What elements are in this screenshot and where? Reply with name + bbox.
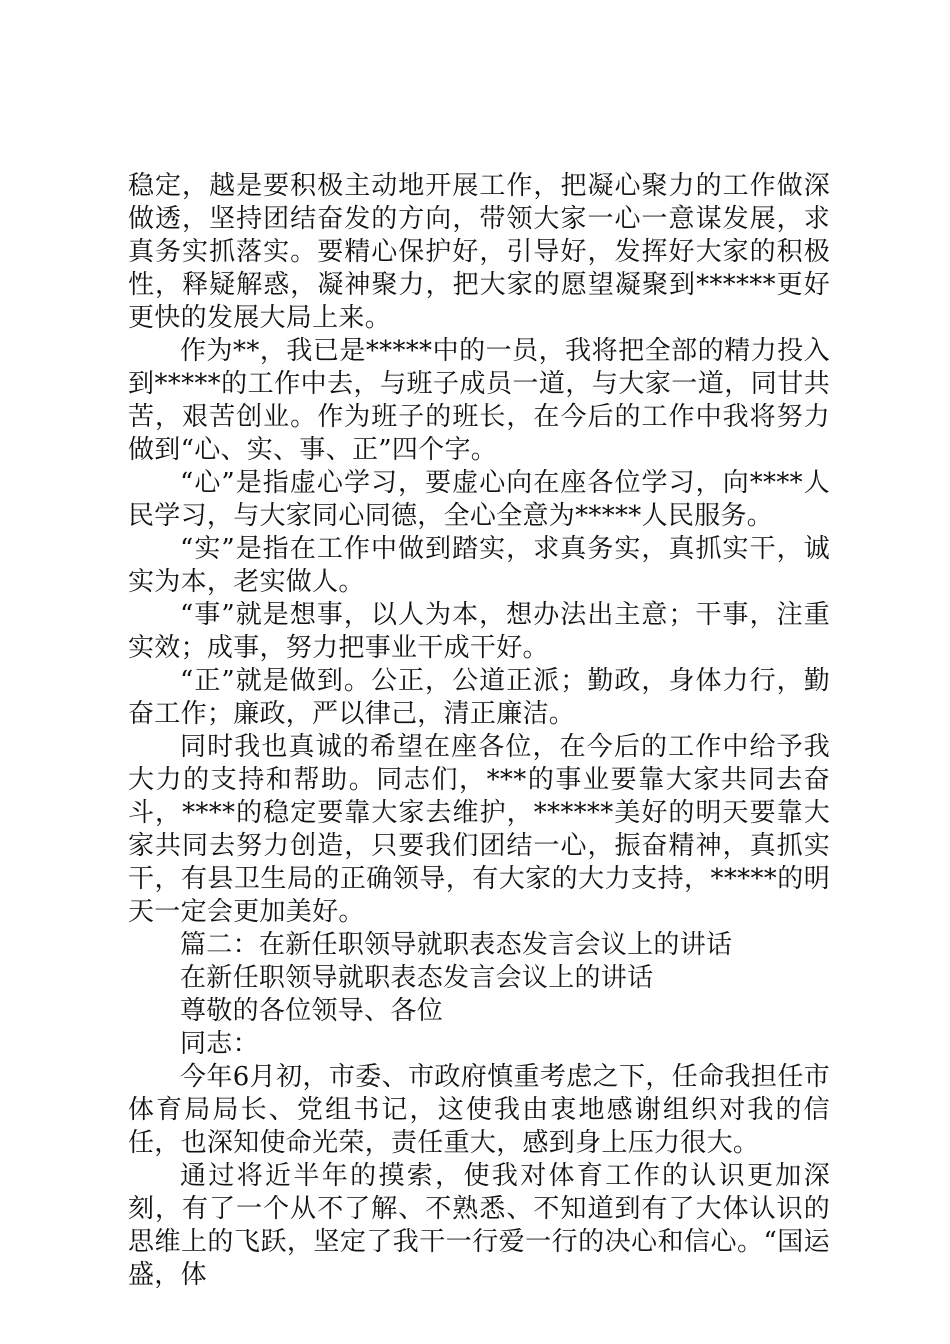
paragraph-shi-event: “事”就是想事，以人为本，想办法出主意；干事，注重实效；成事，努力把事业干成干好。 (128, 600, 830, 663)
document-body (128, 170, 830, 1292)
paragraph-1: 稳定，越是要积极主动地开展工作，把凝心聚力的工作做深做透，坚持团结奋发的方向，带领大家一心一意谋发展，求真务实抓落实。要精心保护好，引导好，发挥好大家的积极性，释疑解惑，凝神聚力，把大家的愿望凝聚到******更好更快的发展大局上来。 (128, 171, 830, 333)
salutation-line-2: 同志： (180, 1029, 259, 1059)
salutation-line-1: 尊敬的各位领导、各位 (180, 996, 444, 1026)
paragraph-appointment: 今年6月初，市委、市政府慎重考虑之下，任命我担任市体育局局长、党组书记，这使我由衷地感谢组织对我的信任，也深知使命光荣，责任重大，感到身上压力很大。 (128, 1062, 830, 1158)
paragraph-xin: “心”是指虚心学习，要虚心向在座各位学习，向****人民学习，与大家同心同德，全心全意为*****人民服务。 (128, 468, 830, 531)
paragraph-reflection: 通过将近半年的摸索，使我对体育工作的认识更加深刻，有了一个从不了解、不熟悉、不知道到有了大体认识的思维上的飞跃，坚定了我干一行爱一行的决心和信心。“国运盛，体 (128, 1161, 830, 1290)
paragraph-2: 作为**，我已是*****中的一员，我将把全部的精力投入到*****的工作中去，与班子成员一道，与大家一道，同甘共苦，艰苦创业。作为班子的班长，在今后的工作中我将努力做到“心、实、事、正”四个字。 (128, 336, 830, 465)
paragraph-zheng: “正”就是做到。公正，公道正派；勤政，身体力行，勤奋工作；廉政，严以律己，清正廉洁。 (128, 666, 830, 729)
section-heading: 篇二：在新任职领导就职表态发言会议上的讲话 (180, 930, 733, 960)
paragraph-closing: 同时我也真诚的希望在座各位，在今后的工作中给予我大力的支持和帮助。同志们，***的事业要靠大家共同去奋斗，****的稳定要靠大家去维护，******美好的明天要靠大家共同去努力创造，只要我们团结一心，振奋精神，真抓实干，有县卫生局的正确领导，有大家的大力支持，*****的明天一定会更加美好。 (128, 732, 830, 927)
speech-title: 在新任职领导就职表态发言会议上的讲话 (180, 963, 654, 993)
paragraph-shi: “实”是指在工作中做到踏实，求真务实，真抓实干，诚实为本，老实做人。 (128, 534, 830, 597)
